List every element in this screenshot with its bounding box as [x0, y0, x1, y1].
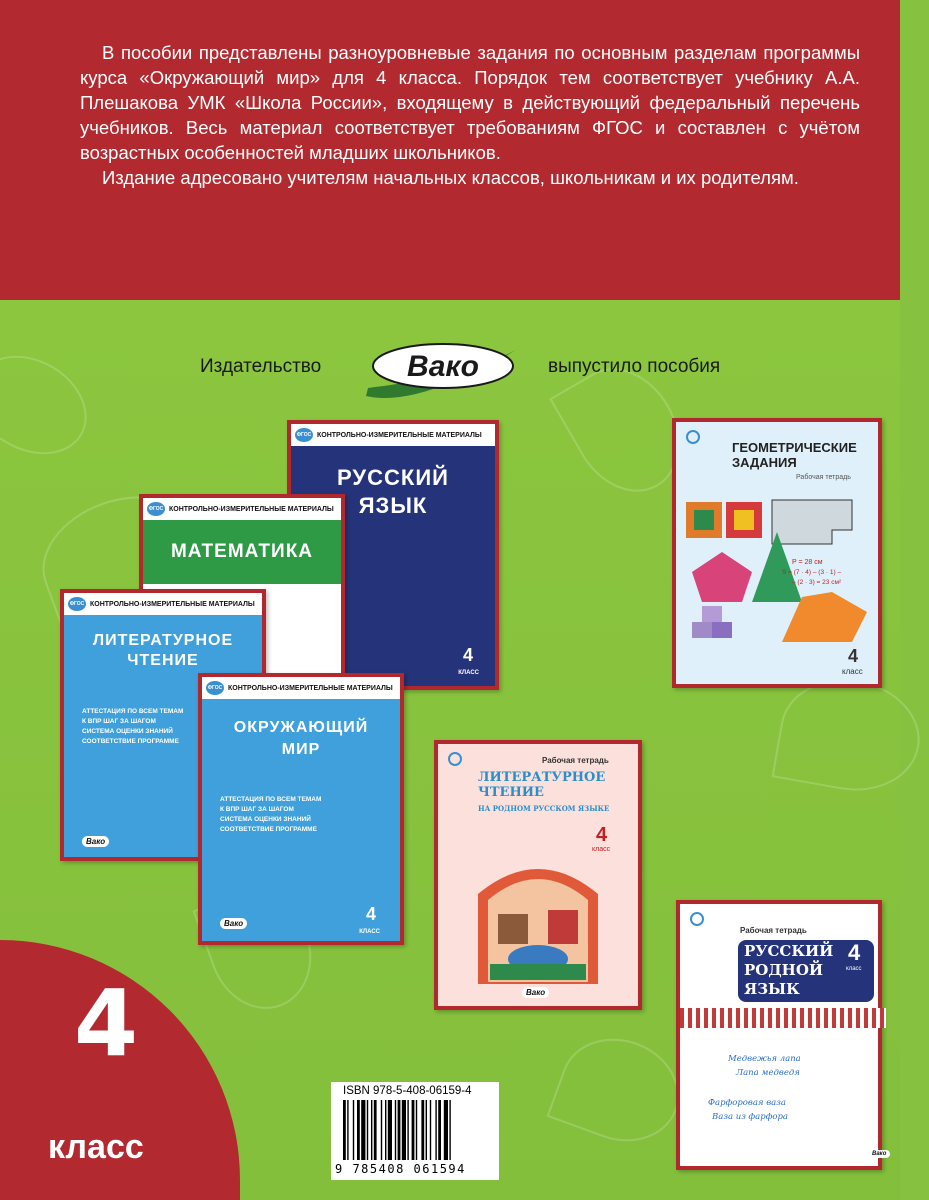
vako-mini-logo: Вако [82, 836, 109, 847]
series-label: КОНТРОЛЬНО-ИЗМЕРИТЕЛЬНЫЕ МАТЕРИАЛЫ [317, 431, 482, 439]
isbn-label: ISBN 978-5-408-06159-4 [343, 1085, 472, 1097]
book-subtitle: Рабочая тетрадь [796, 474, 851, 481]
vako-mini-logo: Вако [220, 918, 247, 929]
grade-label: класс [592, 846, 611, 853]
svg-text:класс: класс [842, 667, 863, 676]
vako-logo-text: Вако [407, 350, 479, 383]
workbook-label: Рабочая тетрадь [740, 926, 807, 935]
book-title: ЛИТЕРАТУРНОЕ ЧТЕНИЕ [92, 632, 234, 669]
book-russian-native [676, 900, 887, 1170]
book-literature-kim: ФГОС КОНТРОЛЬНО-ИЗМЕРИТЕЛЬНЫЕ МАТЕРИАЛЫ ЛИТЕРАТУРНОЕ ЧТЕНИЕ АТТЕСТАЦИЯ ПО ВСЕМ ТЕМАМ К ВПР ШАГ ЗА ШАГОМ СИСТЕМА ОЦЕНКИ ЗНАНИЙ СООТВЕТСТВИЕ ПРОГРАММЕ Вако [60, 589, 266, 861]
barcode [343, 1100, 489, 1160]
description-paragraph-2: Издание адресовано учителям начальных классов, школьникам и их родителям. [102, 167, 799, 188]
grade-number: 4 [365, 904, 376, 924]
grade-number: 4 [848, 940, 861, 965]
phrase-list: Медвежья лапа Лапа медведя Фарфоровая ваза Ваза из фарфора [708, 1054, 801, 1122]
publisher-prefix: Издательство [200, 356, 322, 377]
isbn-digits: 9 785408 061594 [335, 1162, 466, 1176]
book-literature-native [434, 740, 642, 1010]
grade-label: КЛАСС [458, 670, 479, 676]
book-world-kim: ФГОС КОНТРОЛЬНО-ИЗМЕРИТЕЛЬНЫЕ МАТЕРИАЛЫ ОКРУЖАЮЩИЙ МИР АТТЕСТАЦИЯ ПО ВСЕМ ТЕМАМ К ВПР ШАГ ЗА ШАГОМ СИСТЕМА ОЦЕНКИ ЗНАНИЙ СООТВЕТСТВИЕ ПРОГРАММЕ Вако 4 КЛАСС [198, 673, 404, 945]
publisher-suffix: выпустило пособия [548, 356, 721, 377]
grade-number: 4 [596, 824, 608, 846]
geometry-illustration [682, 492, 878, 682]
bullet-list: АТТЕСТАЦИЯ ПО ВСЕМ ТЕМАМ К ВПР ШАГ ЗА ШАГОМ СИСТЕМА ОЦЕНКИ ЗНАНИЙ СООТВЕТСТВИЕ ПРОГРАММЕ [82, 708, 184, 745]
book-title: ГЕОМЕТРИЧЕСКИЕ ЗАДАНИЯ [732, 440, 857, 470]
vako-mini-logo: Вако [868, 1150, 890, 1158]
book-subtitle: НА РОДНОМ РУССКОМ ЯЗЫКЕ [478, 804, 610, 813]
book-math-kim: ФГОС КОНТРОЛЬНО-ИЗМЕРИТЕЛЬНЫЕ МАТЕРИАЛЫ МАТЕМАТИКА [139, 494, 345, 674]
book-geometry [672, 418, 882, 688]
book-title: ОКРУЖАЮЩИЙ МИР [233, 719, 369, 758]
svg-text:P = 28 см: P = 28 см [792, 559, 823, 566]
grade-label: КЛАСС [359, 929, 380, 935]
fgos-badge: ФГОС [295, 428, 313, 442]
isbn-block [331, 1082, 499, 1180]
grade-badge-number: 4 [74, 970, 139, 1077]
folk-illustration [468, 854, 608, 984]
grade-number: 4 [462, 645, 473, 665]
grade-badge-label: класс [48, 1128, 144, 1166]
svg-text:4: 4 [848, 646, 859, 666]
workbook-label: Рабочая тетрадь [542, 756, 609, 765]
grade-label: класс [846, 966, 862, 972]
description-block [0, 0, 900, 300]
book-title: МАТЕМАТИКА [170, 541, 314, 562]
publisher-row [0, 336, 900, 406]
bullet-list: АТТЕСТАЦИЯ ПО ВСЕМ ТЕМАМ К ВПР ШАГ ЗА ШАГОМ СИСТЕМА ОЦЕНКИ ЗНАНИЙ СООТВЕТСТВИЕ ПРОГРАММЕ [220, 796, 322, 833]
vako-logo [356, 336, 526, 408]
book-title: РУССКИЙ РОДНОЙ ЯЗЫК [744, 942, 834, 998]
description-paragraph-1: В пособии представлены разноуровневые задания по основным разделам программы курса «Окружающий мир» для 4 класса. Порядок тем соответствует учебнику А.А. Плешакова УМК «Школа России», входящему в действующий федеральный перечень учебников. Весь материал соответствует требованиям ФГОС и составлен с учётом возрастных особенностей младших школьников. [80, 42, 860, 163]
book-title: РУССКИЙ ЯЗЫК [337, 465, 449, 518]
svg-text:– (2 · 3) = 23 см²: – (2 · 3) = 23 см² [792, 579, 842, 586]
svg-text:S = (7 · 4) – (3 · 1) –: S = (7 · 4) – (3 · 1) – [782, 569, 842, 576]
vako-mini-logo: Вако [522, 987, 549, 998]
book-title: ЛИТЕРАТУРНОЕ ЧТЕНИЕ [478, 770, 606, 800]
